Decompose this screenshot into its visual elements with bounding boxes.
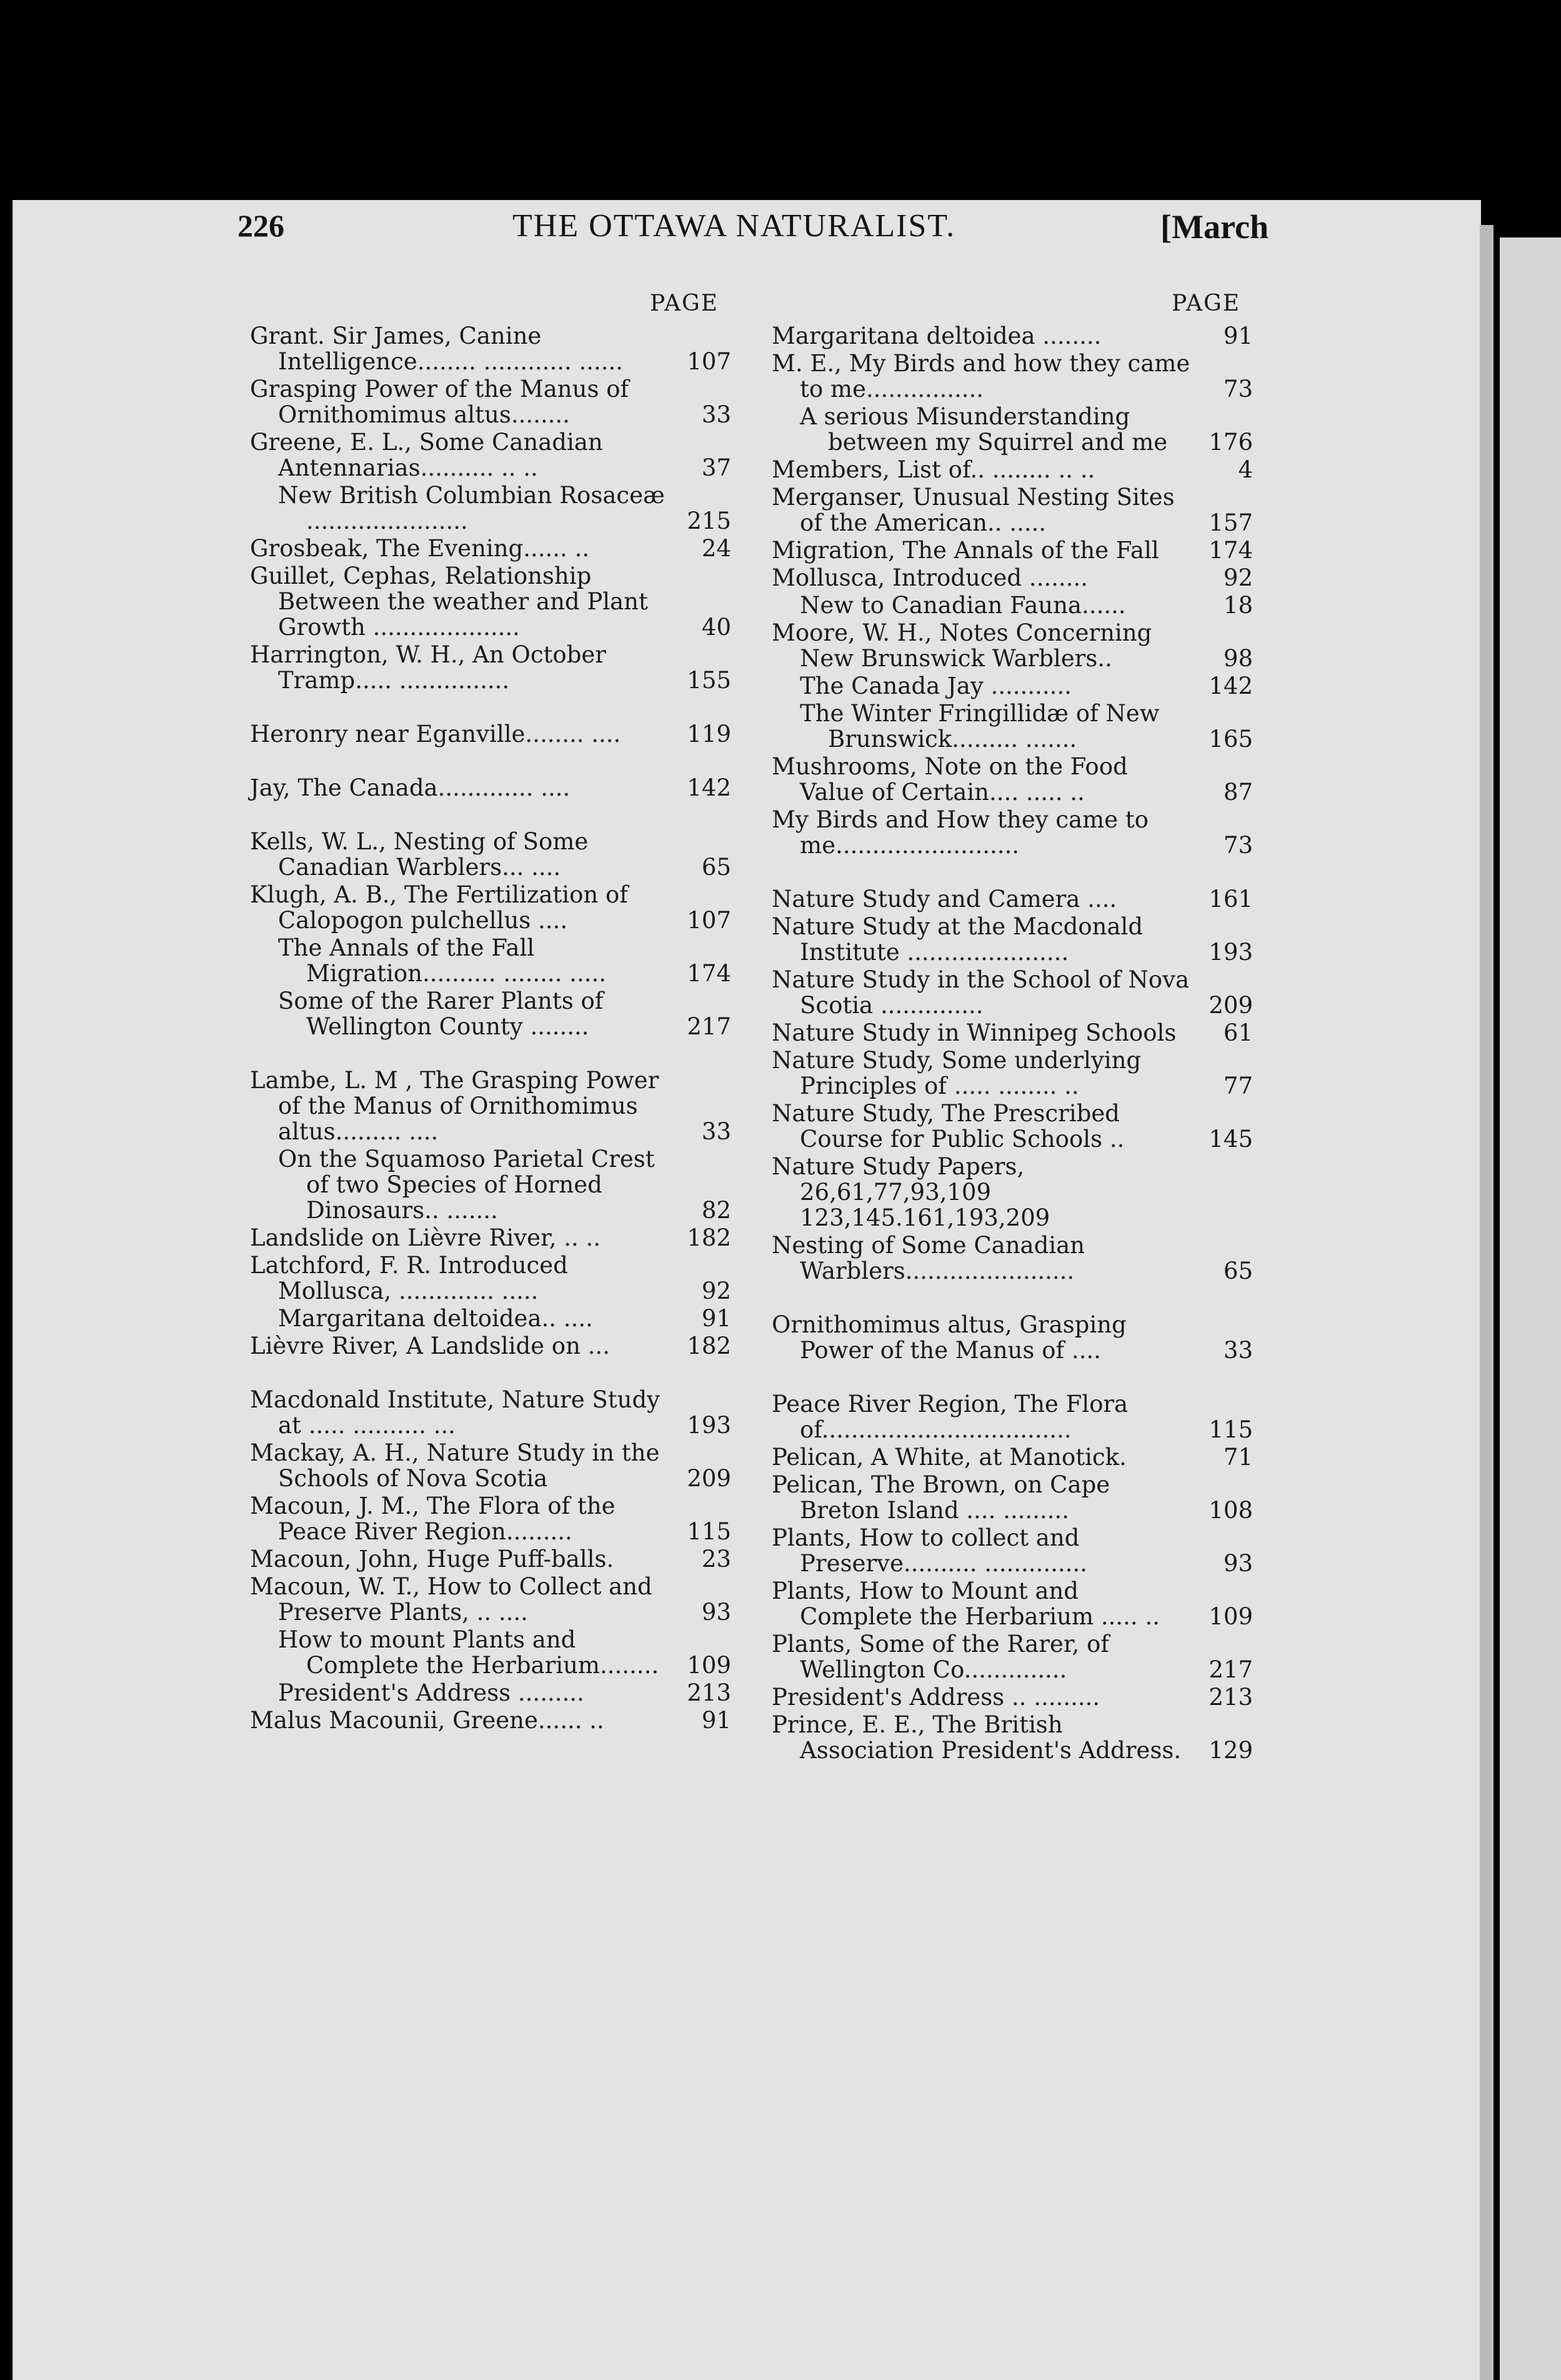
entry-text: Macdonald Institute, Nature Study at ..... .......... ... bbox=[250, 1386, 661, 1439]
entry-page-number: 73 bbox=[1223, 832, 1253, 859]
index-column-right bbox=[772, 291, 1253, 1765]
entry-page-number: 109 bbox=[687, 1652, 731, 1679]
entry-text: Nature Study in Winnipeg Schools bbox=[772, 1019, 1177, 1046]
entry-page-number: 98 bbox=[1223, 645, 1253, 672]
entry-page-number: 142 bbox=[687, 774, 731, 801]
running-header bbox=[237, 208, 1269, 264]
index-entry bbox=[250, 1680, 731, 1706]
entry-page-number: 161 bbox=[1209, 886, 1253, 912]
index-entry bbox=[250, 1068, 731, 1144]
index-entry bbox=[250, 775, 731, 801]
entry-page-number: 40 bbox=[701, 614, 731, 641]
index-column-left bbox=[250, 291, 731, 1735]
entry-text: Pelican, The Brown, on Cape Breton Island .... ......... bbox=[772, 1471, 1110, 1524]
entry-page-number: 73 bbox=[1223, 376, 1253, 402]
section-gap bbox=[250, 1361, 731, 1387]
book-page bbox=[12, 200, 1481, 2380]
entry-text: The Winter Fringillidæ of New Brunswick......... ....... bbox=[800, 700, 1160, 752]
entry-page-number: 18 bbox=[1223, 592, 1253, 619]
entry-text: Some of the Rarer Plants of Wellington County ........ bbox=[278, 988, 604, 1040]
index-entry bbox=[250, 1546, 731, 1572]
entry-text: New to Canadian Fauna...... bbox=[800, 592, 1126, 619]
page-column-label: PAGE bbox=[1172, 291, 1240, 316]
index-entry bbox=[250, 721, 731, 747]
entry-text: Harrington, W. H., An October Tramp..... ............... bbox=[250, 641, 606, 694]
section-gap bbox=[772, 1286, 1253, 1312]
index-entry bbox=[250, 1708, 731, 1733]
index-entry bbox=[772, 1712, 1253, 1763]
entry-page-number: 115 bbox=[1209, 1416, 1253, 1443]
entry-text: Guillet, Cephas, Relationship Between the weather and Plant Growth .................... bbox=[250, 562, 648, 641]
entry-text: Margaritana deltoidea.. .... bbox=[278, 1305, 593, 1332]
page-number: 226 bbox=[237, 208, 284, 243]
entry-text: Malus Macounii, Greene...... .. bbox=[250, 1707, 604, 1734]
index-entry bbox=[250, 1252, 731, 1304]
entry-text: Nature Study in the School of Nova Scotia .............. bbox=[772, 966, 1190, 1019]
entry-page-number: 4 bbox=[1238, 456, 1253, 483]
entry-page-number: 82 bbox=[701, 1197, 731, 1224]
entry-text: Lambe, L. M , The Grasping Power of the Manus of Ornithomimus altus......... .... bbox=[250, 1067, 659, 1145]
entry-text: Members, List of.. ........ .. .. bbox=[772, 456, 1095, 483]
entry-page-number: 33 bbox=[701, 401, 731, 428]
index-entry bbox=[772, 1020, 1253, 1046]
entry-text: Kells, W. L., Nesting of Some Canadian Warblers... .... bbox=[250, 828, 589, 881]
index-entry bbox=[772, 323, 1253, 349]
entry-text: Nature Study at the Macdonald Institute ...................... bbox=[772, 913, 1143, 966]
index-entry bbox=[250, 1493, 731, 1544]
entry-text: Grant. Sir James, Canine Intelligence........ ............ ...... bbox=[250, 322, 624, 375]
index-entry bbox=[250, 988, 731, 1039]
index-entry bbox=[772, 1048, 1253, 1099]
index-entry bbox=[250, 829, 731, 880]
entry-page-number: 209 bbox=[1209, 992, 1253, 1019]
entry-page-number: 33 bbox=[701, 1118, 731, 1145]
entry-page-number: 193 bbox=[687, 1412, 731, 1439]
entry-page-number: 182 bbox=[687, 1332, 731, 1359]
entry-page-number: 193 bbox=[1209, 939, 1253, 966]
entry-text: My Birds and How they came to me......................... bbox=[772, 806, 1149, 859]
entry-text: Nesting of Some Canadian Warblers....................... bbox=[772, 1232, 1085, 1284]
entry-text: Grasping Power of the Manus of Ornithomimus altus........ bbox=[250, 376, 629, 428]
entry-page-number: 165 bbox=[1209, 726, 1253, 752]
index-entry bbox=[772, 914, 1253, 965]
entry-text: On the Squamoso Parietal Crest of two Species of Horned Dinosaurs.. ....... bbox=[278, 1146, 655, 1224]
index-entry bbox=[772, 1232, 1253, 1284]
entry-page-number: 213 bbox=[687, 1679, 731, 1706]
index-entry bbox=[250, 429, 731, 481]
entry-page-number: 93 bbox=[701, 1599, 731, 1626]
entry-page-number: 209 bbox=[687, 1465, 731, 1492]
entry-text: Merganser, Unusual Nesting Sites of the American.. ..... bbox=[772, 484, 1175, 536]
entry-text: Lièvre River, A Landslide on ... bbox=[250, 1332, 610, 1359]
section-gap bbox=[772, 860, 1253, 886]
index-entry bbox=[772, 1578, 1253, 1629]
entry-text: How to mount Plants and Complete the Herbarium........ bbox=[278, 1626, 659, 1679]
entry-text: Greene, E. L., Some Canadian Antennarias.......... .. .. bbox=[250, 429, 603, 481]
entry-page-number: 142 bbox=[1209, 672, 1253, 699]
entry-page-number: 23 bbox=[701, 1546, 731, 1572]
entry-page-number: 129 bbox=[1209, 1737, 1253, 1764]
entry-text: President's Address .. ......... bbox=[772, 1684, 1100, 1711]
index-entry bbox=[772, 1444, 1253, 1470]
section-gap bbox=[772, 1365, 1253, 1391]
entry-page-number: 176 bbox=[1209, 429, 1253, 456]
index-entry bbox=[250, 323, 731, 374]
entry-page-number: 119 bbox=[687, 721, 731, 748]
section-gap bbox=[250, 749, 731, 775]
entry-text: Prince, E. E., The British Association President's Address. bbox=[772, 1711, 1182, 1764]
entry-page-number: 107 bbox=[687, 907, 731, 934]
entry-page-number: 217 bbox=[1209, 1656, 1253, 1683]
entry-text: Macoun, W. T., How to Collect and Preserve Plants, .. .... bbox=[250, 1573, 652, 1626]
entry-text: President's Address ......... bbox=[278, 1679, 584, 1706]
index-entry bbox=[250, 1627, 731, 1678]
entry-page-number: 109 bbox=[1209, 1603, 1253, 1630]
entry-page-number: 71 bbox=[1223, 1444, 1253, 1471]
entry-page-number: 92 bbox=[701, 1278, 731, 1304]
entry-text: Klugh, A. B., The Fertilization of Calopogon pulchellus .... bbox=[250, 881, 628, 934]
index-entry bbox=[772, 1154, 1253, 1231]
entry-text: New British Columbian Rosaceæ ...................... bbox=[278, 482, 665, 534]
index-entry bbox=[250, 1574, 731, 1625]
entry-page-number: 115 bbox=[687, 1518, 731, 1545]
entry-list bbox=[250, 323, 731, 1733]
index-entry bbox=[772, 1684, 1253, 1710]
entry-page-number: 65 bbox=[1223, 1258, 1253, 1284]
entry-text: Landslide on Lièvre River, .. .. bbox=[250, 1224, 601, 1251]
index-entry bbox=[250, 642, 731, 693]
index-entry bbox=[250, 1225, 731, 1251]
entry-text: M. E., My Birds and how they came to me................ bbox=[772, 350, 1190, 402]
index-entry bbox=[772, 1101, 1253, 1152]
entry-text: Heronry near Eganville........ .... bbox=[250, 721, 621, 748]
entry-text: Pelican, A White, at Manotick. bbox=[772, 1444, 1127, 1471]
index-entry bbox=[772, 754, 1253, 805]
entry-page-number: 77 bbox=[1223, 1072, 1253, 1099]
section-gap bbox=[250, 695, 731, 721]
entry-page-number: 91 bbox=[1223, 322, 1253, 349]
index-entry bbox=[772, 457, 1253, 482]
index-entry bbox=[250, 536, 731, 561]
entry-page-number: 213 bbox=[1209, 1684, 1253, 1711]
issue-label: [March bbox=[1160, 208, 1269, 246]
page-edge-shadow bbox=[1480, 225, 1494, 2380]
index-entry bbox=[250, 882, 731, 933]
index-entry bbox=[772, 1631, 1253, 1682]
index-entry bbox=[772, 886, 1253, 912]
entry-text: Grosbeak, The Evening...... .. bbox=[250, 535, 590, 562]
entry-page-number: 174 bbox=[1209, 537, 1253, 564]
entry-text: Jay, The Canada............. .... bbox=[250, 774, 571, 801]
entry-text: The Canada Jay ........... bbox=[800, 672, 1072, 699]
entry-page-number: 87 bbox=[1223, 779, 1253, 806]
entry-page-number: 182 bbox=[687, 1224, 731, 1251]
entry-text: Ornithomimus altus, Grasping Power of the Manus of .... bbox=[772, 1311, 1127, 1364]
index-entry bbox=[250, 376, 731, 428]
entry-text: Macoun, John, Huge Puff-balls. bbox=[250, 1546, 614, 1572]
entry-page-number: 24 bbox=[701, 535, 731, 562]
index-entry bbox=[772, 807, 1253, 858]
entry-text: Plants, How to Mount and Complete the Herbarium ..... .. bbox=[772, 1578, 1160, 1630]
index-entry bbox=[772, 620, 1253, 671]
entry-page-number: 174 bbox=[687, 960, 731, 987]
entry-page-number: 65 bbox=[701, 854, 731, 881]
index-entry bbox=[772, 1391, 1253, 1442]
index-entry bbox=[250, 1146, 731, 1223]
entry-text: The Annals of the Fall Migration.......... ........ ..... bbox=[278, 934, 606, 987]
section-gap bbox=[250, 1041, 731, 1068]
entry-text: Plants, Some of the Rarer, of Wellington Co.............. bbox=[772, 1631, 1109, 1683]
entry-page-number: 108 bbox=[1209, 1497, 1253, 1524]
entry-text: A serious Misunderstanding between my Squirrel and me bbox=[800, 403, 1168, 456]
entry-text: Nature Study, The Prescribed Course for Public Schools .. bbox=[772, 1100, 1125, 1152]
index-entry bbox=[772, 592, 1253, 618]
entry-page-number: 217 bbox=[687, 1013, 731, 1040]
entry-page-number: 33 bbox=[1223, 1337, 1253, 1364]
index-entry bbox=[250, 935, 731, 986]
index-entry bbox=[772, 1472, 1253, 1523]
index-entry bbox=[250, 1306, 731, 1331]
index-entry bbox=[250, 563, 731, 640]
entry-text: Nature Study, Some underlying Principles of ..... ........ .. bbox=[772, 1047, 1142, 1099]
entry-text: Mollusca, Introduced ........ bbox=[772, 564, 1088, 591]
index-entry bbox=[250, 482, 731, 534]
entry-page-number: 91 bbox=[701, 1707, 731, 1734]
entry-page-number: 91 bbox=[701, 1305, 731, 1332]
index-entry bbox=[772, 1312, 1253, 1363]
index-entry bbox=[772, 967, 1253, 1018]
journal-title: THE OTTAWA NATURALIST. bbox=[512, 208, 956, 244]
entry-text: Plants, How to collect and Preserve.......... .............. bbox=[772, 1524, 1087, 1577]
index-entry bbox=[250, 1333, 731, 1359]
entry-text: Latchford, F. R. Introduced Mollusca, ............. ..... bbox=[250, 1252, 568, 1304]
entry-page-number: 61 bbox=[1223, 1019, 1253, 1046]
entry-page-number: 215 bbox=[687, 508, 731, 534]
entry-text: Nature Study Papers, 26,61,77,93,109 123,145.161,193,209 bbox=[772, 1153, 1050, 1231]
entry-text: Nature Study and Camera .... bbox=[772, 886, 1117, 912]
index-entry bbox=[772, 701, 1253, 752]
entry-page-number: 92 bbox=[1223, 564, 1253, 591]
entry-page-number: 145 bbox=[1209, 1126, 1253, 1152]
index-entry bbox=[772, 565, 1253, 591]
entry-list bbox=[772, 323, 1253, 1763]
index-entry bbox=[772, 484, 1253, 536]
next-page-edge bbox=[1500, 238, 1561, 2380]
entry-page-number: 155 bbox=[687, 667, 731, 694]
entry-text: Mushrooms, Note on the Food Value of Certain.... ..... .. bbox=[772, 753, 1128, 806]
index-entry bbox=[772, 1525, 1253, 1576]
entry-page-number: 157 bbox=[1209, 509, 1253, 536]
index-entry bbox=[772, 404, 1253, 455]
entry-page-number: 107 bbox=[687, 348, 731, 375]
entry-text: Migration, The Annals of the Fall bbox=[772, 537, 1159, 564]
index-entry bbox=[772, 673, 1253, 699]
index-entry bbox=[772, 538, 1253, 563]
page-column-label: PAGE bbox=[650, 291, 719, 316]
entry-text: Peace River Region, The Flora of.................................. bbox=[772, 1391, 1129, 1443]
entry-page-number: 37 bbox=[701, 454, 731, 481]
section-gap bbox=[250, 802, 731, 829]
index-entry bbox=[772, 351, 1253, 402]
entry-text: Moore, W. H., Notes Concerning New Brunswick Warblers.. bbox=[772, 619, 1152, 672]
entry-text: Macoun, J. M., The Flora of the Peace River Region......... bbox=[250, 1492, 616, 1545]
entry-page-number: 93 bbox=[1223, 1550, 1253, 1577]
entry-text: Margaritana deltoidea ........ bbox=[772, 322, 1102, 349]
index-entry bbox=[250, 1387, 731, 1438]
entry-text: Mackay, A. H., Nature Study in the Schools of Nova Scotia bbox=[250, 1439, 660, 1492]
index-entry bbox=[250, 1440, 731, 1491]
